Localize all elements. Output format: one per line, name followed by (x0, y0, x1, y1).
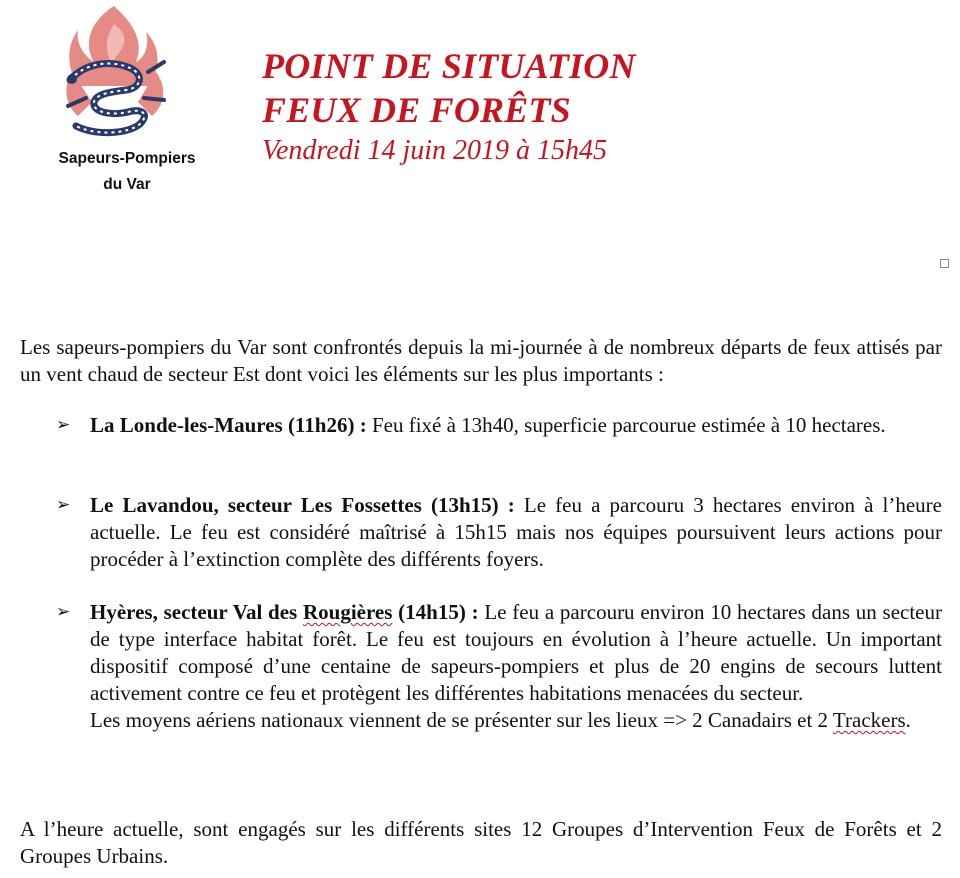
fire-item-3-aerial (90, 707, 942, 734)
org-name-line1: Sapeurs-Pompiers (58, 150, 196, 167)
spellcheck-word: Trackers (832, 708, 906, 732)
fire-item-3-heading-end: (14h15) : (392, 600, 479, 624)
fire-item-3-heading (90, 600, 479, 624)
fire-item-1-text: Feu fixé à 13h40, superficie parcourue estimée à 10 hectares. (371, 413, 886, 437)
fire-item-3-text: Le feu a parcouru environ 10 hectares dans un secteur de type interface habitat forêt. Le feu est toujours en évolution à l’heure actuelle. Un important dispositif composé d’une centaine de sapeurs-pompiers et plus de 20 engins de secours luttent activement contre ce feu et protègent les différentes habitations menacées du secteur. (90, 600, 942, 705)
title-line-2: FEUX DE FORÊTS (262, 90, 571, 130)
fire-item-2-text: Le feu a parcouru 3 hectares environ à l’heure actuelle. Le feu est considéré maîtrisé à 15h15 mais nos équipes poursuivent leurs actions pour procéder à l’extinction complète des différents foyers. (90, 493, 942, 571)
text-boundary-marker (940, 259, 949, 268)
arrow-bullet-icon: ➢ (56, 495, 71, 514)
arrow-bullet-icon: ➢ (56, 415, 71, 434)
arrow-bullet-icon: ➢ (56, 602, 71, 621)
report-date: Vendredi 14 juin 2019 à 15h45 (262, 135, 608, 166)
spellcheck-word: Rougières (302, 600, 393, 624)
fire-item-3-aerial-end: . (905, 708, 911, 732)
fire-item-1-heading: La Londe-les-Maures (11h26) : (90, 413, 367, 437)
fire-item-3-aerial-text: Les moyens aériens nationaux viennent de se présenter sur les lieux => 2 Canadairs et 2 (90, 708, 833, 732)
fire-item-2-heading: Le Lavandou, secteur Les Fossettes (13h15) : (90, 493, 515, 517)
org-name-line2: du Var (103, 176, 151, 193)
salamander-flame-icon (52, 2, 182, 142)
fire-item-2 (90, 492, 942, 573)
fire-item-3 (90, 599, 942, 734)
fire-item-3-heading-start: Hyères, secteur Val des (90, 600, 303, 624)
fire-item-1 (90, 412, 942, 439)
intro-paragraph: Les sapeurs-pompiers du Var sont confrontés depuis la mi-journée à de nombreux départs de feux attisés par un vent chaud de secteur Est dont voici les éléments sur les plus importants : (20, 335, 942, 386)
closing-paragraph: A l’heure actuelle, sont engagés sur les différents sites 12 Groupes d’Intervention Feux de Forêts et 2 Groupes Urbains. (20, 817, 942, 868)
title-line-1: POINT DE SITUATION (262, 46, 636, 86)
document-header (262, 44, 636, 168)
logo-caption (44, 146, 210, 198)
sdis-var-logo (44, 2, 194, 202)
